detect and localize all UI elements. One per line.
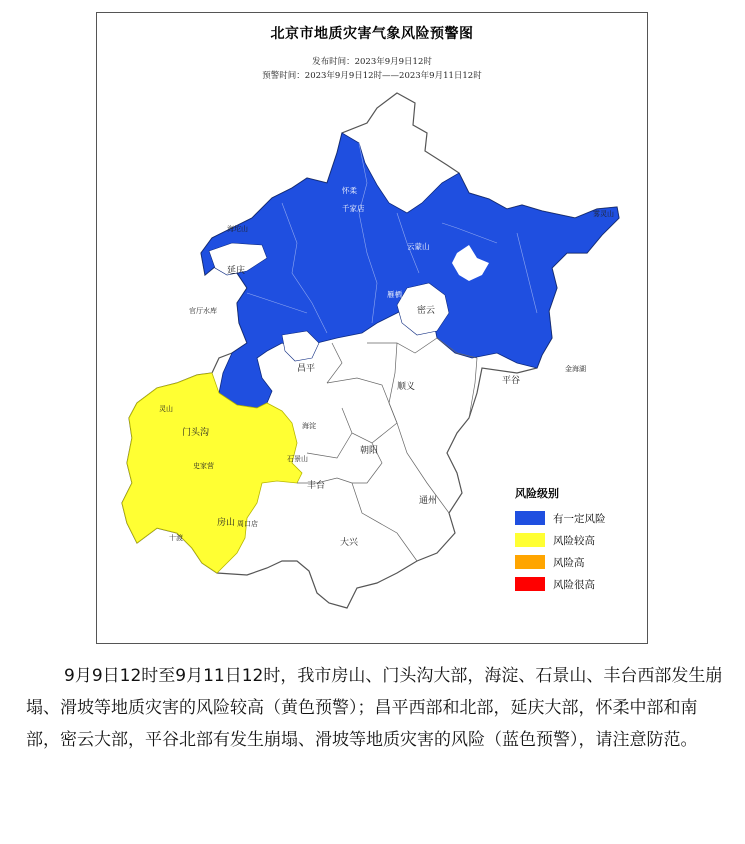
label-daxing: 大兴 (340, 538, 359, 548)
label-haidian: 海淀 (302, 422, 316, 430)
legend-item (515, 551, 635, 573)
label-lingshan: 灵山 (159, 405, 173, 413)
warning-description: 9月9日12时至9月11日12时，我市房山、门头沟大部，海淀、石景山、丰台西部发生崩塌、滑坡等地质灾害的风险较高（黄色预警）；昌平西部和北部，延庆大部，怀柔中部和南部，密云大部，平谷北部有发生崩塌、滑坡等地质灾害的风险（蓝色预警），请注意防范。 (26, 666, 723, 750)
label-miyun: 密云 (417, 306, 436, 316)
label-fengtai: 丰台 (307, 481, 326, 491)
label-qianjiadian: 千家店 (342, 204, 365, 213)
label-changping: 昌平 (297, 364, 316, 374)
legend-label: 风险高 (553, 556, 585, 569)
legend-label: 风险较高 (553, 534, 595, 547)
label-shijingshan: 石景山 (287, 455, 308, 463)
label-yunmengshan: 云蒙山 (407, 242, 430, 251)
legend-swatch (515, 533, 545, 547)
map-frame (96, 12, 648, 644)
label-yanqing: 延庆 (227, 266, 246, 276)
legend-swatch (515, 511, 545, 525)
legend-item (515, 507, 635, 529)
legend-label: 风险很高 (553, 578, 595, 591)
label-pinggu: 平谷 (502, 376, 521, 386)
map-title: 北京市地质灾害气象风险预警图 (270, 26, 474, 42)
legend-item (515, 529, 635, 551)
label-shijiaying: 史家营 (193, 462, 214, 470)
label-haituoshan: 海坨山 (227, 225, 248, 233)
legend-item (515, 573, 635, 595)
label-shidu: 十渡 (169, 534, 183, 542)
legend-label: 有一定风险 (553, 512, 606, 525)
label-shunyi: 顺义 (397, 382, 416, 392)
label-tongzhou: 通州 (419, 496, 438, 506)
label-fangshan: 房山 (217, 518, 236, 528)
legend-swatch (515, 555, 545, 569)
label-guantingshuiku: 官厅水库 (189, 307, 217, 315)
label-huairou: 怀柔 (342, 186, 357, 195)
label-chaoyang: 朝阳 (360, 446, 379, 456)
legend-title: 风险级别 (515, 487, 559, 500)
label-jinhaihu: 金海湖 (565, 365, 586, 373)
map-legend (515, 485, 635, 595)
label-mentougou: 门头沟 (182, 428, 210, 438)
warning-time: 预警时间：2023年9月9日12时——2023年9月11日12时 (262, 71, 482, 81)
publish-time: 发布时间：2023年9月9日12时 (312, 57, 432, 67)
label-zhoukoudian: 周口店 (237, 520, 258, 528)
label-wulingshan: 雾灵山 (593, 210, 614, 218)
label-yanqi: 雁栖 (387, 290, 402, 299)
legend-swatch (515, 577, 545, 591)
